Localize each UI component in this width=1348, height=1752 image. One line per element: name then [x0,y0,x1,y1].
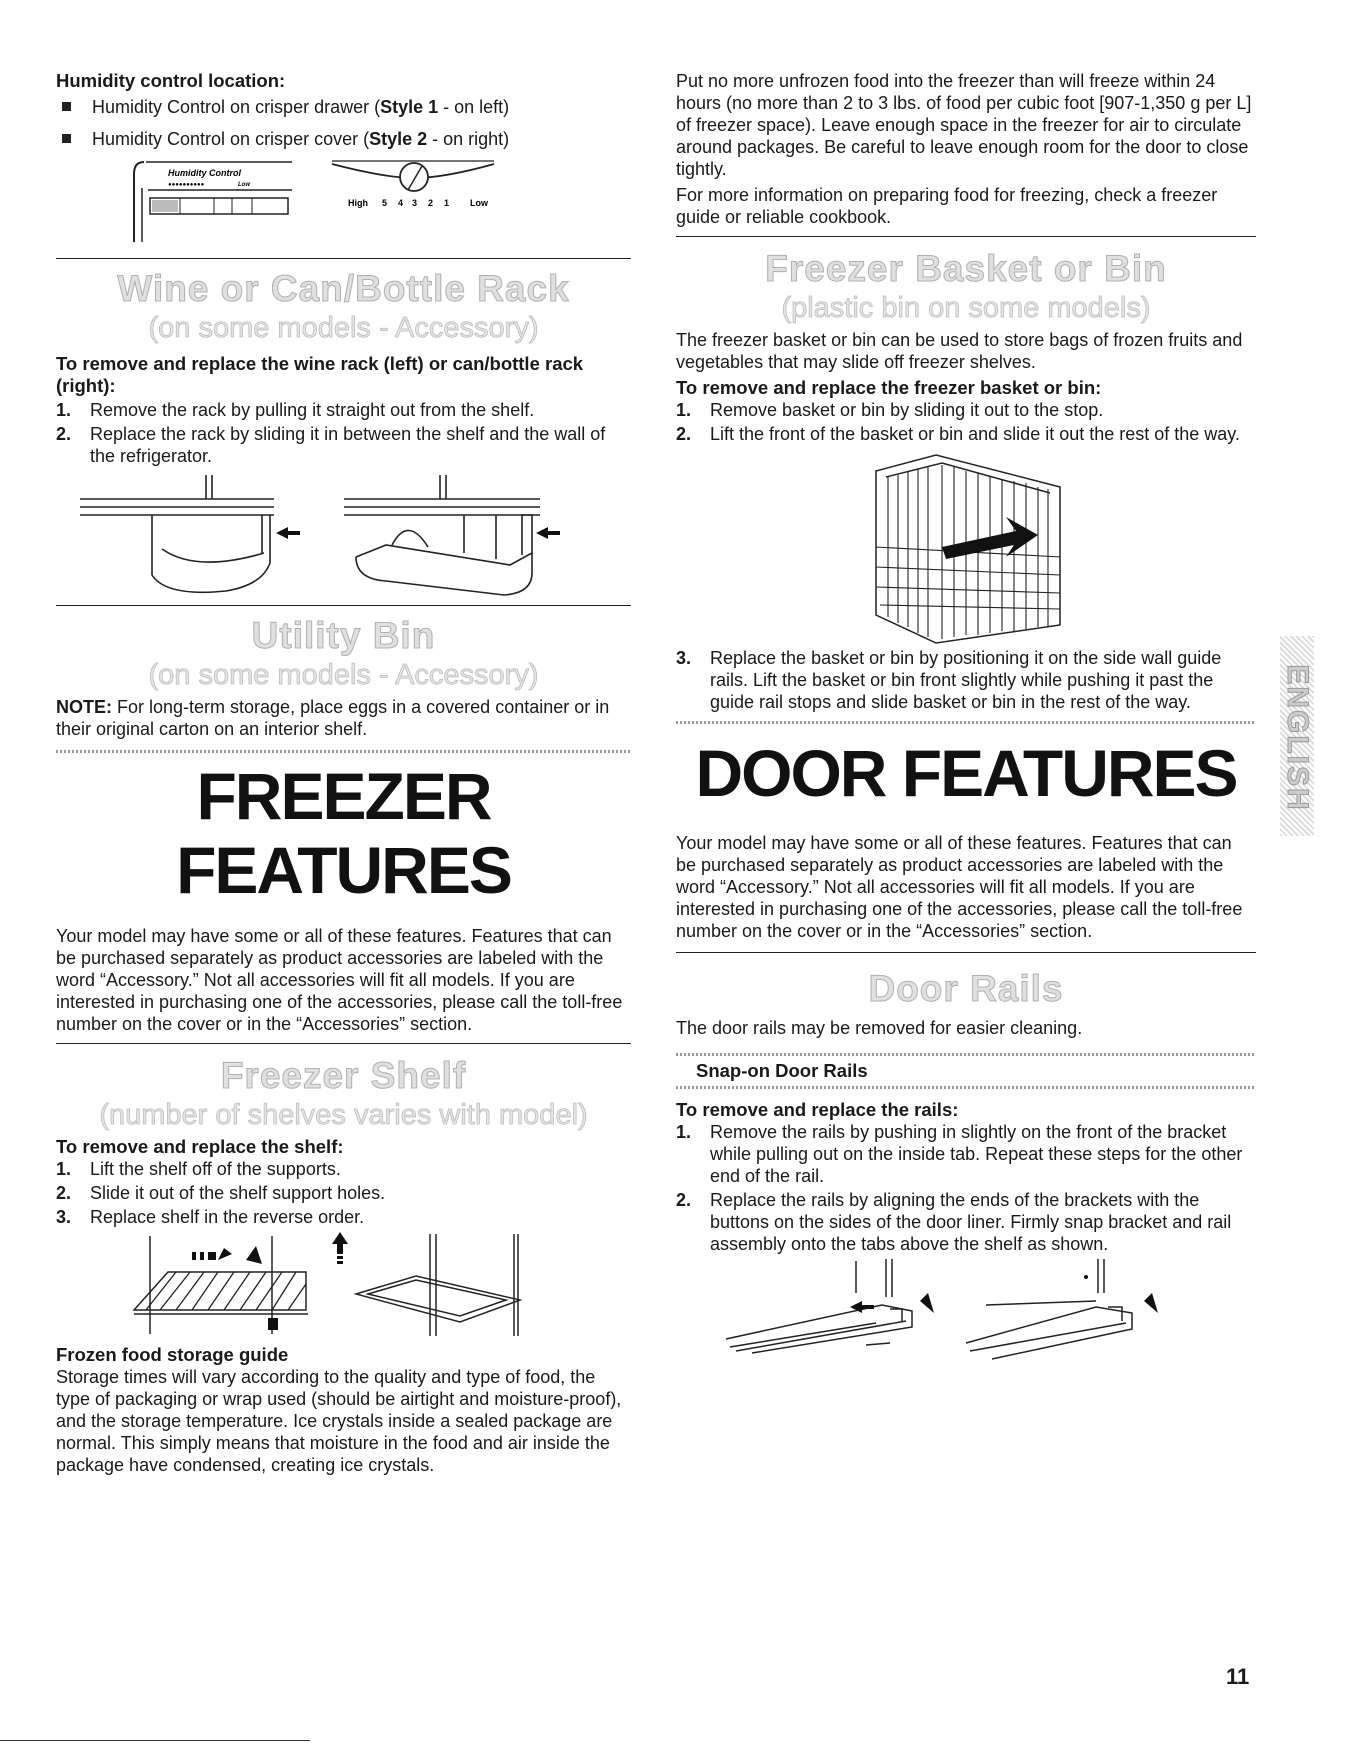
svg-text:5: 5 [382,198,388,208]
freezer-basket-intro: The freezer basket or bin can be used to store bags of frozen fruits and vegetables that may slide off freezer shelves. [676,330,1243,372]
wine-rack-section [56,267,631,601]
hatched-divider [676,721,1256,724]
utility-bin-note: NOTE: For long-term storage, place eggs in a covered container or in their original carton on an interior shelf. [56,697,610,739]
door-rails-heading: To remove and replace the rails: [676,1099,959,1120]
freezer-basket-steps [676,399,1256,445]
wine-rack-subtitle: (on some models - Accessory) [148,312,539,344]
right-column [676,70,1256,1367]
freezer-shelf-heading: To remove and replace the shelf: [56,1136,344,1157]
divider [56,1043,631,1044]
hatched-divider [676,1086,1256,1089]
freezer-basket-step-1: 1. Remove basket or bin by sliding it out to the stop. [676,400,1104,420]
freezer-features-section [56,759,631,1035]
wine-rack-heading: To remove and replace the wine rack (left) or can/bottle rack (right): [56,353,584,396]
hatched-divider [676,1053,1256,1056]
freezing-paragraph-1: Put no more unfrozen food into the freezer than will freeze within 24 hours (no more than 2 to 3 lbs. of food per cubic foot [907-1,350 g per L] of freezer space). Leave enough space in the freezer for air to circulate around packages. Be careful to leave enough room for the door to close tightly. [676,71,1252,179]
svg-text:4: 4 [398,198,404,208]
arrow-up-left-icon [1144,1293,1158,1313]
utility-bin-section [56,614,631,740]
freezer-basket-figure [676,447,1256,647]
freezer-shelf-step-1: 1. Lift the shelf off of the supports. [56,1159,341,1179]
utility-bin-subtitle: (on some models - Accessory) [148,659,539,691]
freezer-basket-subtitle: (plastic bin on some models) [781,292,1151,324]
door-rails-figure [676,1257,1256,1367]
freezer-basket-title: Freezer Basket or Bin [765,248,1167,289]
freezer-basket-section [676,247,1256,713]
svg-text:2: 2 [428,198,434,208]
freezer-shelf-section [56,1054,631,1338]
door-rails-steps [676,1121,1256,1255]
freezer-basket-step3-list [676,647,1256,713]
arrow-right-icon [218,1248,232,1260]
utility-bin-title: Utility Bin [251,615,436,656]
divider [676,236,1256,237]
freezer-shelf-illustration [56,1230,631,1338]
freezer-shelf-subtitle: (number of shelves varies with model) [99,1099,588,1131]
humidity-figure-label: Humidity Control [168,168,241,178]
arrow-up-icon [332,1232,348,1254]
freezer-shelf-step-3: 3. Replace shelf in the reverse order. [56,1207,365,1227]
freezer-shelf-steps [56,1158,631,1228]
svg-text:High: High [348,198,368,208]
divider [56,605,631,606]
storage-guide-text: Storage times will vary according to the quality and type of food, the type of packaging or wrap used (should be airtight and moisture-proof), and the storage temperature. Ice crystals inside a sealed package are normal. This simply means that moisture in the food and air inside the package have condensed, creating ice crystals. [56,1367,622,1475]
svg-text:Low: Low [238,182,250,188]
arrow-left-icon [276,527,300,539]
divider [676,952,1256,953]
humidity-bullets [56,96,631,150]
wine-rack-figure [56,469,631,601]
wine-rack-title: Wine or Can/Bottle Rack [117,268,570,309]
wine-rack-illustration [56,469,631,601]
svg-text:1: 1 [444,198,450,208]
hatched-divider [56,750,631,753]
door-rails-intro: The door rails may be removed for easier cleaning. [676,1018,1083,1038]
humidity-control-figure [56,160,631,252]
freezer-basket-illustration [676,447,1256,647]
freezer-shelf-step-2: 2. Slide it out of the shelf support holes. [56,1183,386,1203]
humidity-dial-labels [348,198,489,208]
storage-guide-section [56,1344,631,1476]
freezer-basket-heading: To remove and replace the freezer basket or bin: [676,377,1102,398]
divider [56,258,631,259]
door-features-section [676,736,1256,942]
wine-rack-step-2: 2. Replace the rack by sliding it in between the shelf and the wall of the refrigerator. [56,424,606,466]
storage-guide-heading: Frozen food storage guide [56,1344,289,1365]
arrow-left-icon [536,527,560,539]
wine-rack-steps [56,399,631,467]
freezer-shelf-figure [56,1230,631,1338]
svg-text:3: 3 [412,198,418,208]
humidity-bullet-style1: Humidity Control on crisper drawer (Style 1 - on left) [56,96,631,118]
door-rails-section [676,967,1256,1367]
door-rails-step-2: 2. Replace the rails by aligning the ends of the brackets with the buttons on the sides of the door liner. Firmly snap bracket and rail assembly onto the tabs above the shelf as shown. [676,1190,1232,1254]
humidity-control-illustration [56,160,616,252]
door-rails-illustration [676,1257,1256,1367]
freezer-shelf-title: Freezer Shelf [220,1055,467,1096]
door-features-intro: Your model may have some or all of these features. Features that can be purchased separately as product accessories are labeled with the word “Accessory.” Not all accessories will fit all models. If you are interested in purchasing one of the accessories, please call the toll-free number on the cover or in the “Accessories” section. [676,833,1243,941]
arrow-up-left-icon [920,1293,934,1313]
freezer-features-title: FREEZER FEATURES [176,759,511,907]
humidity-bullet-style2: Humidity Control on crisper cover (Style 2 - on right) [56,128,631,150]
arrow-icon [268,1318,278,1330]
arrow-up-left-icon [246,1246,262,1264]
footer-rule [0,1740,310,1741]
humidity-section [56,70,631,252]
svg-text:Low: Low [470,198,488,208]
svg-text:●●●●●●●●●●: ●●●●●●●●●● [168,182,205,188]
door-rails-title: Door Rails [868,968,1064,1009]
door-features-title: DOOR FEATURES [695,736,1237,810]
left-column [56,70,631,1476]
page-number: 11 [1226,1664,1250,1689]
humidity-heading: Humidity control location: [56,70,286,91]
freezer-basket-step-3: 3. Replace the basket or bin by positioning it on the side wall guide rails. Lift the basket or bin front slightly while pushing it past the guide rail stops and slide basket or bin in the rest of the way. [676,648,1222,712]
freezer-features-intro: Your model may have some or all of these features. Features that can be purchased separately as product accessories are labeled with the word “Accessory.” Not all accessories will fit all models. If you are interested in purchasing one of the accessories, please call the toll-free number on the cover or in the “Accessories” section. [56,926,623,1034]
wine-rack-step-1: 1. Remove the rack by pulling it straight out from the shelf. [56,400,535,420]
language-tab-label: ENGLISH [1281,664,1314,812]
snap-on-rails-heading: Snap-on Door Rails [696,1060,868,1081]
freezing-paragraph-2: For more information on preparing food for freezing, check a freezer guide or reliable cookbook. [676,185,1218,227]
freezer-basket-step-2: 2. Lift the front of the basket or bin and slide it out the rest of the way. [676,424,1240,444]
door-rails-step-1: 1. Remove the rails by pushing in slightly on the front of the bracket while pulling out on the inside tab. Repeat these steps for the other end of the rail. [676,1122,1243,1186]
